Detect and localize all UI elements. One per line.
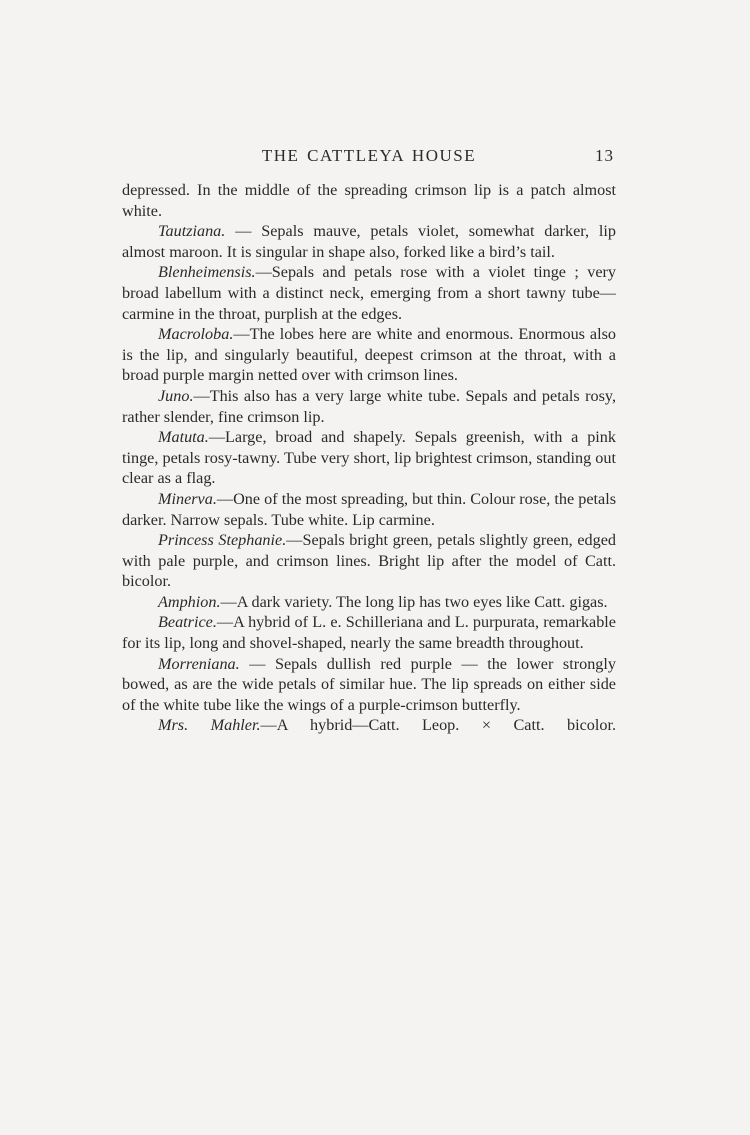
entry-princess-stephanie — [122, 530, 616, 592]
variety-name: Tautziana. — [158, 222, 226, 241]
variety-description: —The lobes here are white and enormous. Enormous also is the lip, and singularly beautiful, deepest crimson at the throat, with a broad purple margin netted over with crimson lines. — [122, 325, 616, 385]
continued-paragraph: depressed. In the middle of the spreading crimson lip is a patch almost white. — [122, 181, 616, 220]
variety-name: Macroloba. — [158, 325, 234, 344]
entry-blenheimensis — [122, 262, 616, 324]
variety-description: —Sepals bright green, petals slightly green, edged with pale purple, and crimson lines. Bright lip after the model of Catt. bicolor. — [122, 531, 616, 591]
variety-description: —One of the most spreading, but thin. Colour rose, the petals darker. Narrow sepals. Tube white. Lip carmine. — [122, 489, 616, 529]
running-head — [122, 146, 616, 170]
variety-description: —This also has a very large white tube. Sepals and petals rosy, rather slender, fine crimson lip. — [122, 386, 616, 426]
variety-description: —Large, broad and shapely. Sepals greenish, with a pink tinge, petals rosy-tawny. Tube very short, lip brightest crimson, standing out clear as a flag. — [122, 428, 616, 488]
entry-beatrice — [122, 612, 616, 653]
variety-description: —Sepals and petals rose with a violet tinge ; very broad labellum with a distinct neck, emerging from a short tawny tube—carmine in the throat, purplish at the edges. — [122, 263, 616, 323]
variety-name: Princess Stephanie. — [158, 531, 287, 550]
body-text — [122, 180, 616, 736]
entry-matuta — [122, 427, 616, 489]
variety-description: —A hybrid of L. e. Schilleriana and L. purpurata, remarkable for its lip, long and shovel-shaped, nearly the same breadth throughout. — [122, 613, 616, 653]
running-title: THE CATTLEYA HOUSE — [261, 146, 477, 165]
variety-description: — Sepals mauve, petals violet, somewhat darker, lip almost maroon. It is singular in shape also, forked like a bird’s tail. — [122, 222, 616, 261]
entry-juno — [122, 386, 616, 427]
variety-name: Minerva. — [158, 489, 217, 508]
entry-minerva — [122, 489, 616, 530]
page-number: 13 — [595, 146, 614, 165]
entry-morreniana — [122, 654, 616, 716]
variety-name: Matuta. — [158, 428, 209, 447]
variety-description: —A dark variety. The long lip has two eyes like Catt. gigas. — [220, 592, 608, 611]
variety-name: Morreniana. — [158, 654, 240, 673]
variety-description: —A hybrid—Catt. Leop. × Catt. bicolor. — [260, 716, 616, 735]
variety-description: — Sepals dullish red purple — the lower strongly bowed, as are the wide petals of similar hue. The lip spreads on either side of the white tube like the wings of a purple-crimson butterfly. — [122, 654, 616, 714]
variety-name: Blenheimensis. — [158, 263, 256, 282]
entry-mrs-mahler — [122, 715, 616, 736]
variety-name: Juno. — [158, 386, 194, 405]
variety-name: Beatrice. — [158, 613, 217, 632]
entry-tautziana — [122, 221, 616, 262]
variety-name: Mrs. Mahler. — [158, 716, 261, 735]
entry-macroloba — [122, 324, 616, 386]
variety-name: Amphion. — [158, 592, 221, 611]
entry-amphion — [122, 592, 616, 613]
